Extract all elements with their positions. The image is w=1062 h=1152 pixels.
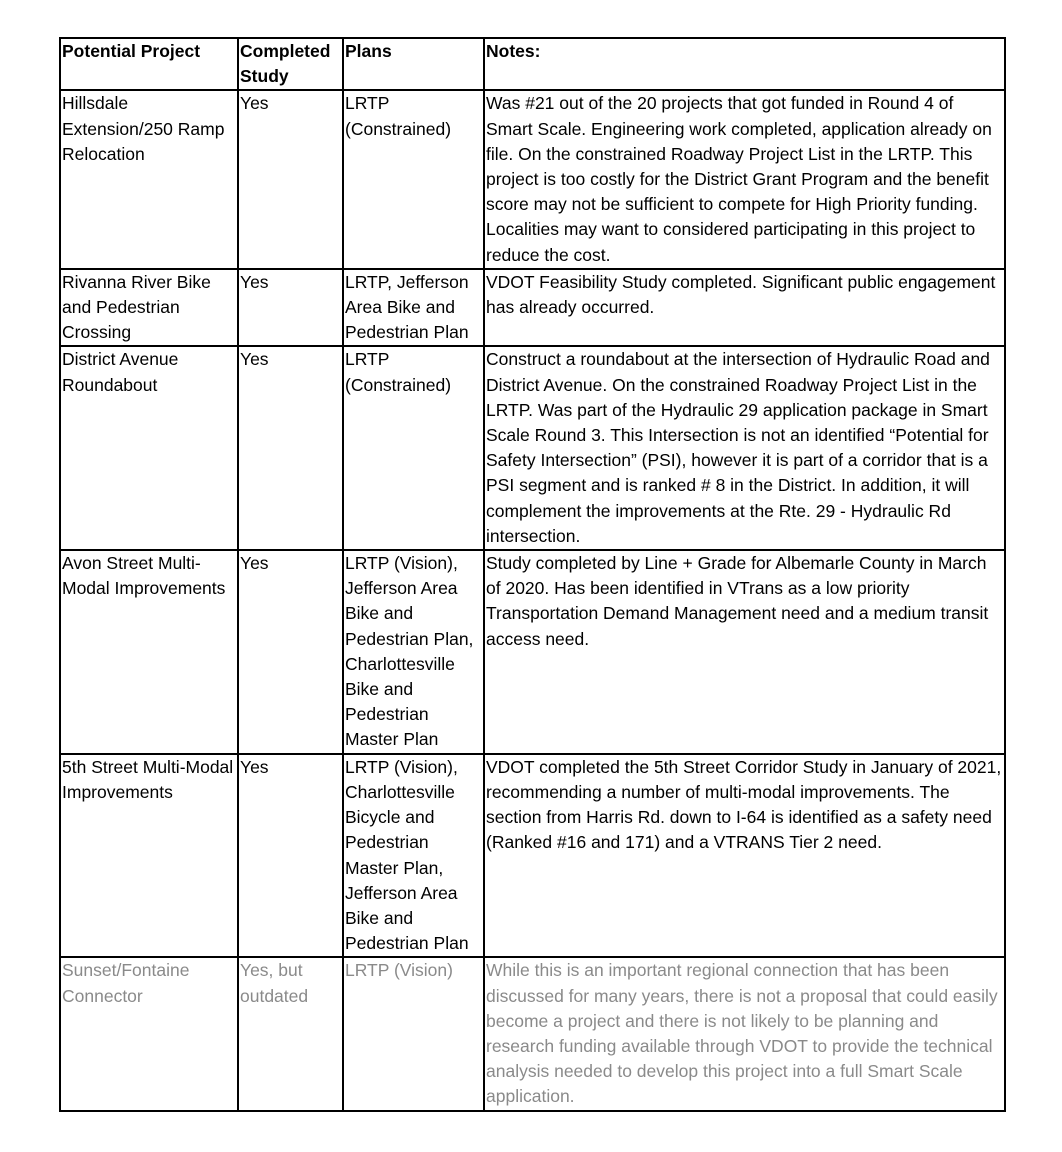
notes-cell: Was #21 out of the 20 projects that got funded in Round 4 of Smart Scale. Engineering work completed, application already on file. On the constrained Roadway Project List in the LRTP. This project is too costly for the District Grant Program and the benefit score may not be sufficient to compete for High Priority funding. Localities may want to considered participating in this project to reduce the cost. [484,90,1005,268]
plans-cell: LRTP (Constrained) [343,90,484,268]
study-cell: Yes [238,90,343,268]
header-potential-project: Potential Project [60,38,238,90]
notes-cell: VDOT completed the 5th Street Corridor Study in January of 2021, recommending a number of multi-modal improvements. The section from Harris Rd. down to I-64 is identified as a safety need (Ranked #16 and 171) and a VTRANS Tier 2 need. [484,754,1005,958]
plans-cell: LRTP (Constrained) [343,346,484,550]
plans-cell: LRTP, Jefferson Area Bike and Pedestrian Plan [343,269,484,347]
notes-cell: VDOT Feasibility Study completed. Significant public engagement has already occurred. [484,269,1005,347]
notes-cell: Study completed by Line + Grade for Albemarle County in March of 2020. Has been identified in VTrans as a low priority Transportation Demand Management need and a medium transit access need. [484,550,1005,754]
potential-projects-table [59,37,1006,1112]
table-header-row [60,38,1005,90]
plans-cell: LRTP (Vision), Charlottesville Bicycle and Pedestrian Master Plan, Jefferson Area Bike and Pedestrian Plan [343,754,484,958]
project-cell: Avon Street Multi-Modal Improvements [60,550,238,754]
study-cell: Yes [238,550,343,754]
project-cell: 5th Street Multi-Modal Improvements [60,754,238,958]
study-cell: Yes, but outdated [238,957,343,1110]
table-row [60,346,1005,550]
notes-cell: While this is an important regional connection that has been discussed for many years, there is not a proposal that could easily become a project and there is not likely to be planning and research funding available through VDOT to provide the technical analysis needed to develop this project into a full Smart Scale application. [484,957,1005,1110]
table-row [60,90,1005,268]
project-cell: District Avenue Roundabout [60,346,238,550]
plans-cell: LRTP (Vision) [343,957,484,1110]
header-completed-study: Completed Study [238,38,343,90]
header-plans: Plans [343,38,484,90]
project-cell: Hillsdale Extension/250 Ramp Relocation [60,90,238,268]
plans-cell: LRTP (Vision), Jefferson Area Bike and Pedestrian Plan, Charlottesville Bike and Pedestrian Master Plan [343,550,484,754]
project-cell: Rivanna River Bike and Pedestrian Crossing [60,269,238,347]
study-cell: Yes [238,346,343,550]
project-cell: Sunset/Fontaine Connector [60,957,238,1110]
table-row [60,754,1005,958]
notes-cell: Construct a roundabout at the intersection of Hydraulic Road and District Avenue. On the constrained Roadway Project List in the LRTP. Was part of the Hydraulic 29 application package in Smart Scale Round 3. This Intersection is not an identified “Potential for Safety Intersection” (PSI), however it is part of a corridor that is a PSI segment and is ranked # 8 in the District. In addition, it will complement the improvements at the Rte. 29 - Hydraulic Rd intersection. [484,346,1005,550]
table-row-muted [60,957,1005,1110]
table-row [60,550,1005,754]
table-row [60,269,1005,347]
study-cell: Yes [238,269,343,347]
header-notes: Notes: [484,38,1005,90]
study-cell: Yes [238,754,343,958]
